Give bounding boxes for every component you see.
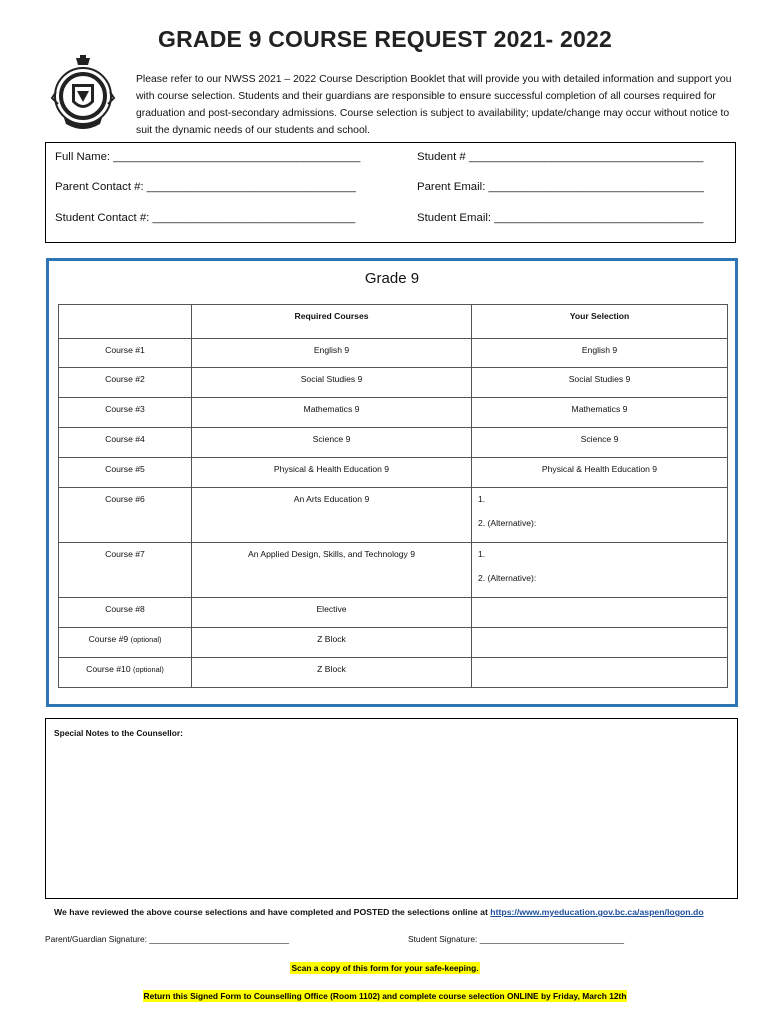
selection-cell[interactable]: Mathematics 9 bbox=[472, 398, 728, 428]
course-label: Course #8 bbox=[59, 598, 192, 628]
table-row bbox=[59, 398, 728, 428]
course-label: Course #4 bbox=[59, 428, 192, 458]
table-row bbox=[59, 488, 728, 543]
selection-alternative[interactable]: 2. (Alternative): bbox=[478, 518, 537, 528]
selection-alternative[interactable]: 2. (Alternative): bbox=[478, 573, 537, 583]
selection-cell[interactable] bbox=[472, 598, 728, 628]
course-label bbox=[59, 628, 192, 658]
myeducation-link[interactable]: https://www.myeducation.gov.bc.ca/aspen/logon.do bbox=[490, 907, 704, 917]
table-row bbox=[59, 598, 728, 628]
table-row bbox=[59, 628, 728, 658]
selection-cell[interactable] bbox=[472, 658, 728, 688]
required-course: Social Studies 9 bbox=[192, 368, 472, 398]
selection-cell[interactable]: Physical & Health Education 9 bbox=[472, 458, 728, 488]
header-your-selection: Your Selection bbox=[472, 305, 728, 339]
selection-cell[interactable]: English 9 bbox=[472, 339, 728, 368]
selection-cell[interactable] bbox=[472, 628, 728, 658]
parent-contact-field[interactable]: Parent Contact #: _________________________________ bbox=[55, 181, 356, 193]
course-label: Course #3 bbox=[59, 398, 192, 428]
required-course: Z Block bbox=[192, 658, 472, 688]
return-note-text: Return this Signed Form to Counselling Office (Room 1102) and complete course selection ONLINE by Friday, March 12th bbox=[143, 991, 627, 1001]
grade-title: Grade 9 bbox=[364, 270, 420, 287]
optional-tag: (optional) bbox=[133, 665, 164, 674]
selection-first-choice[interactable]: 1. bbox=[478, 549, 486, 559]
course-label bbox=[59, 658, 192, 688]
table-row bbox=[59, 339, 728, 368]
parent-signature-field[interactable]: Parent/Guardian Signature: ______________________________ bbox=[45, 934, 290, 944]
selection-first-choice[interactable]: 1. bbox=[478, 494, 486, 504]
course-label: Course #5 bbox=[59, 458, 192, 488]
course-number: Course #9 bbox=[88, 634, 129, 644]
student-number-field[interactable]: Student # _____________________________________ bbox=[417, 151, 704, 163]
review-text: We have reviewed the above course selections and have completed and POSTED the selections online at bbox=[54, 907, 491, 917]
scan-note-text: Scan a copy of this form for your safe-keeping. bbox=[291, 963, 479, 973]
page-title: GRADE 9 COURSE REQUEST 2021- 2022 bbox=[158, 26, 612, 52]
counsellor-notes-box[interactable] bbox=[45, 718, 738, 899]
grade-9-section bbox=[46, 258, 738, 707]
course-label: Course #2 bbox=[59, 368, 192, 398]
required-course: Science 9 bbox=[192, 428, 472, 458]
header-required-courses: Required Courses bbox=[192, 305, 472, 339]
required-course: An Applied Design, Skills, and Technology 9 bbox=[192, 543, 472, 598]
return-note bbox=[0, 991, 770, 1001]
student-signature-field[interactable]: Student Signature: _______________________________ bbox=[408, 934, 625, 944]
intro-text: Please refer to our NWSS 2021 – 2022 Course Description Booklet that will provide you with detailed information and support you with course selection. Students and their guardians are responsible to ensure successful completion of all courses required for graduation and post-secondary admissions. Course selection is subject to availability; update/change may occur without notice to suit the dynamic needs of our students and school. bbox=[136, 74, 732, 136]
selection-cell[interactable] bbox=[472, 488, 728, 543]
selection-cell[interactable]: Science 9 bbox=[472, 428, 728, 458]
course-number: Course #10 bbox=[86, 664, 131, 674]
student-info-box bbox=[45, 142, 736, 243]
selection-cell[interactable] bbox=[472, 543, 728, 598]
notes-label: Special Notes to the Counsellor: bbox=[54, 728, 183, 738]
student-email-field[interactable]: Student Email: _________________________________ bbox=[417, 212, 704, 224]
course-label: Course #7 bbox=[59, 543, 192, 598]
optional-tag: (optional) bbox=[130, 635, 162, 644]
table-row bbox=[59, 368, 728, 398]
course-table bbox=[58, 304, 728, 688]
student-contact-field[interactable]: Student Contact #: ________________________________ bbox=[55, 212, 356, 224]
selection-cell[interactable]: Social Studies 9 bbox=[472, 368, 728, 398]
required-course: English 9 bbox=[192, 339, 472, 368]
review-statement bbox=[54, 907, 704, 917]
scan-note bbox=[0, 963, 770, 973]
header-blank bbox=[59, 305, 192, 339]
table-row bbox=[59, 543, 728, 598]
table-row bbox=[59, 658, 728, 688]
full-name-field[interactable]: Full Name: _______________________________________ bbox=[55, 151, 361, 163]
required-course: An Arts Education 9 bbox=[192, 488, 472, 543]
school-crest-icon bbox=[50, 54, 116, 130]
required-course: Mathematics 9 bbox=[192, 398, 472, 428]
parent-email-field[interactable]: Parent Email: __________________________________ bbox=[417, 181, 704, 193]
course-label: Course #6 bbox=[59, 488, 192, 543]
table-row bbox=[59, 458, 728, 488]
table-header-row bbox=[59, 305, 728, 339]
table-row bbox=[59, 428, 728, 458]
required-course: Physical & Health Education 9 bbox=[192, 458, 472, 488]
required-course: Elective bbox=[192, 598, 472, 628]
course-label: Course #1 bbox=[59, 339, 192, 368]
required-course: Z Block bbox=[192, 628, 472, 658]
